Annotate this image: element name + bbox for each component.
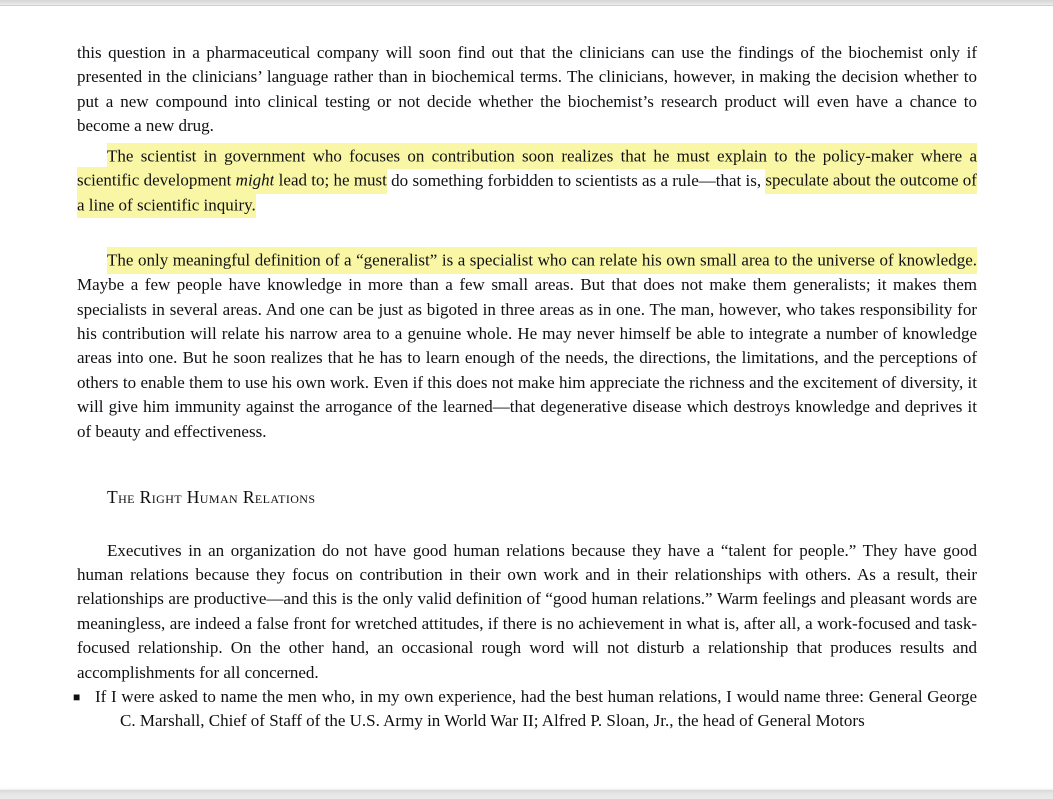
highlight-annotation[interactable]: The scientist in government who focuses on contribution soon realizes that he must explain to the policy-maker where a scientific development <box>77 143 977 194</box>
section-heading: The Right Human Relations <box>107 487 316 508</box>
page-content <box>73 0 977 734</box>
paragraph-human-relations <box>77 539 977 685</box>
paragraph-generalist <box>77 249 977 444</box>
text-segment: Executives in an organization do not have good human relations because they have a “talent for people.” They have good human relations because they focus on contribution in their own work and in their relationships with others. As a result, their relationships are productive—and this is the only valid definition of “good human relations.” Warm feelings and pleasant words are meaningless, are indeed a false front for wretched attitudes, if there is no achievement in what is, after all, a work-focused and task-focused relationship. On the other hand, an occasional rough word will not disturb a relationship that produces results and accomplishments for all concerned. <box>77 540 977 682</box>
text-segment: If I were asked to name the men who, in my own experience, had the best human relations, I would name three: General George C. Marshall, Chief of Staff of the U.S. Army in World War II; Alfred P. Sloan, Jr., the head of General Motors <box>95 686 977 731</box>
bullet-item <box>73 685 977 734</box>
text-segment: this question in a pharmaceutical company will soon find out that the clinicians can use the findings of the biochemist only if presented in the clinicians’ language rather than in biochemical terms. The clinicians, however, in making the decision whether to put a new compound into clinical testing or not decide whether the biochemist’s research product will even have a chance to become a new drug. <box>77 43 977 136</box>
bullet-square-icon: ■ <box>73 689 81 704</box>
paragraph-continuation <box>77 41 977 139</box>
text-segment: Maybe a few people have knowledge in more than a few small areas. But that does not make them generalists; it makes them specialists in several areas. And one can be just as bigoted in three areas as in one. The man, however, who takes responsibility for his contribution will relate his narrow area to a genuine whole. He may never himself be able to integrate a number of knowledge areas into one. But he soon realizes that he has to learn enough of the needs, the directions, the limitations, and the perceptions of others to enable them to use his own work. Even if this does not make him appreciate the richness and the excitement of diversity, it will give him immunity against the arrogance of the learned—that degenerative disease which destroys knowledge and deprives it of beauty and effectiveness. <box>77 275 977 441</box>
text-segment: do something forbidden to scientists as a rule—that is, <box>386 171 766 191</box>
highlight-annotation[interactable]: might <box>236 167 275 193</box>
paragraph-highlighted <box>77 145 977 218</box>
bullet-item-text <box>77 685 977 734</box>
bottom-toolbar <box>0 790 1053 799</box>
highlight-annotation[interactable]: The only meaningful definition of a “generalist” is a specialist who can relate his own small area to the universe of knowledge. <box>107 247 977 273</box>
highlight-annotation[interactable]: speculate about the outcome of a line of scientific inquiry. <box>77 167 977 218</box>
highlight-annotation[interactable]: lead to; he must <box>274 167 386 193</box>
